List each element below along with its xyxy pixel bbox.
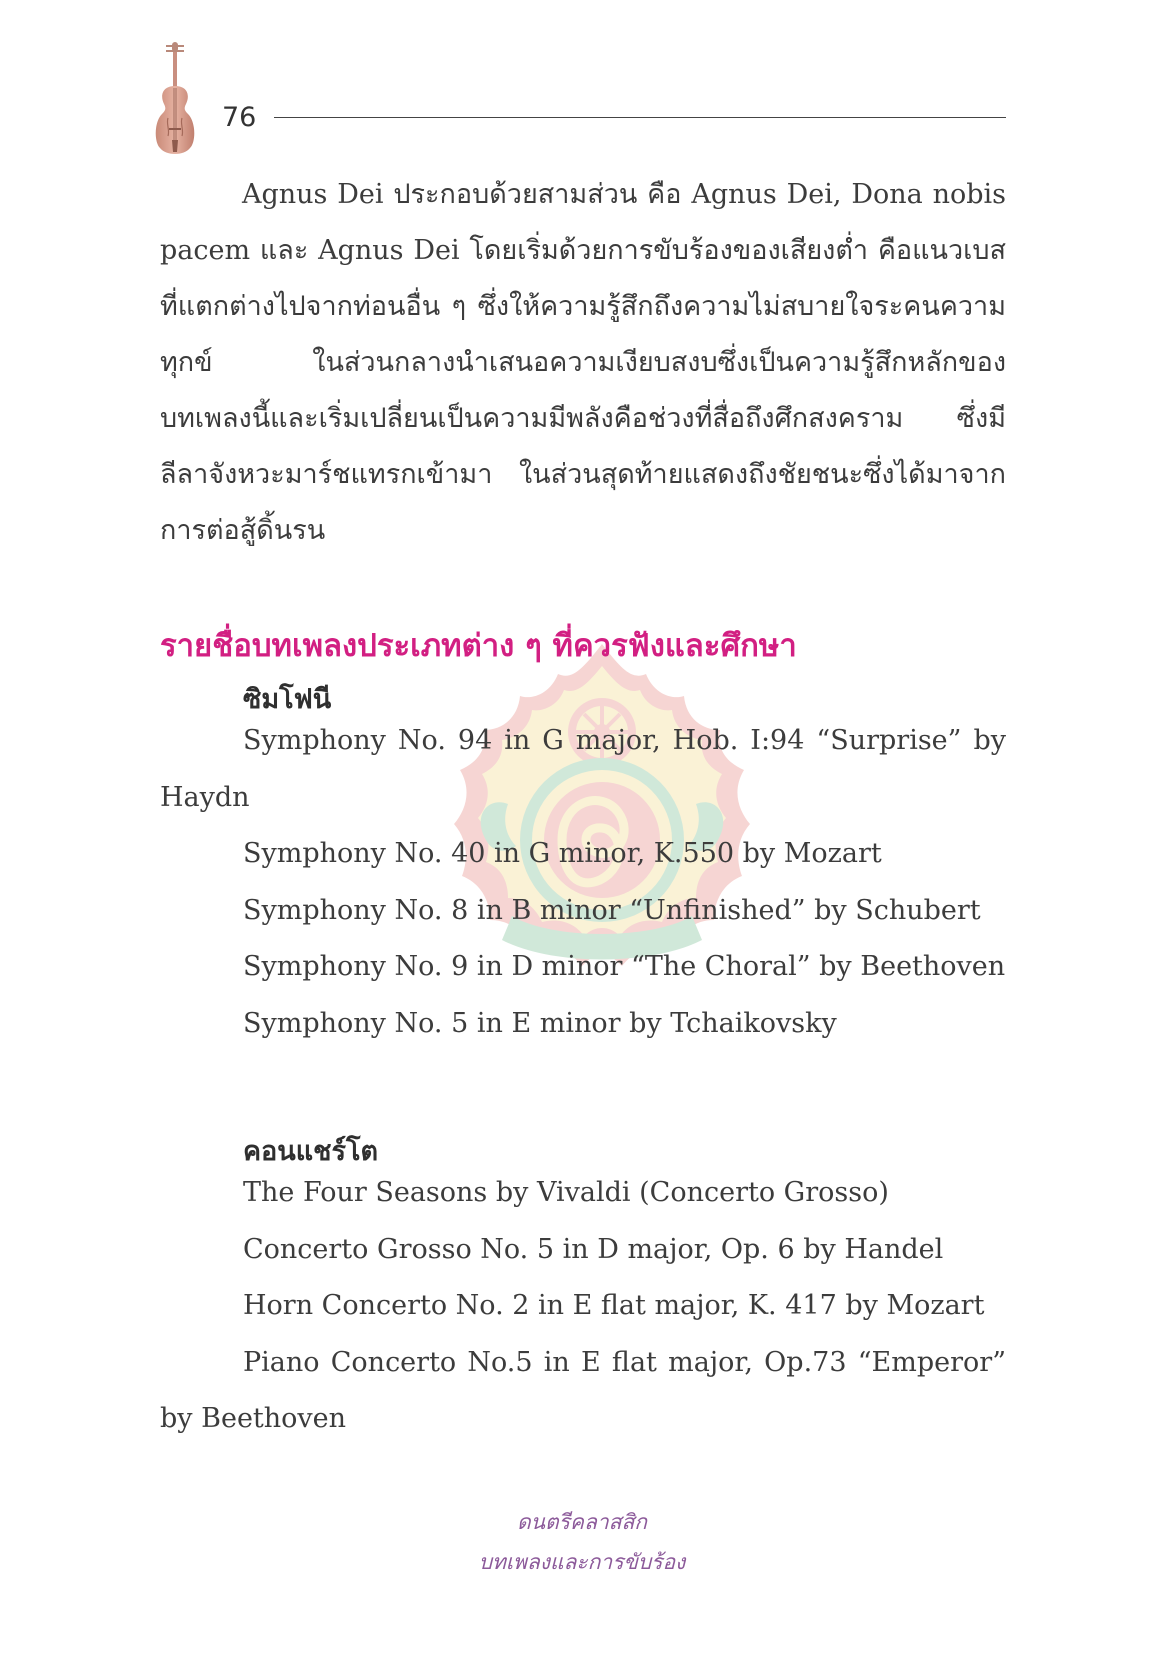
section-heading: รายชื่อบทเพลงประเภทต่าง ๆ ที่ควรฟังและศึกษา (160, 628, 797, 664)
symphony-list (160, 713, 1006, 1052)
concerto-list (160, 1165, 1006, 1448)
list-item: The Four Seasons by Vivaldi (Concerto Grosso) (243, 1177, 889, 1208)
footer-subtitle: บทเพลงและการขับร้อง (478, 1550, 686, 1574)
intro-paragraph: Agnus Dei ประกอบด้วยสามส่วน คือ Agnus Dei, Dona nobis pacem และ Agnus Dei โดยเริ่มด้วยการขับร้องของเสียงต่ำ คือแนวเบสที่แตกต่างไปจากท่อนอื่น ๆ ซึ่งให้ความรู้สึกถึงความไม่สบายใจระคนความทุกข์ ในส่วนกลางนำเสนอความเงียบสงบซึ่งเป็นความรู้สึกหลักของบทเพลงนี้และเริ่มเปลี่ยนเป็นความมีพลังคือช่วงที่สื่อถึงศึกสงคราม ซึ่งมีลีลาจังหวะมาร์ชแทรกเข้ามา ในส่วนสุดท้ายแสดงถึงชัยชนะซึ่งได้มาจากการต่อสู้ดิ้นรน (160, 179, 1006, 546)
violin-icon (152, 40, 198, 160)
list-item: Symphony No. 94 in G major, Hob. I:94 “Surprise” by Haydn (160, 725, 1006, 813)
list-item: Symphony No. 40 in G minor, K.550 by Mozart (243, 838, 882, 869)
list-item: Symphony No. 8 in B minor “Unfinished” by Schubert (243, 894, 981, 926)
list-item: Concerto Grosso No. 5 in D major, Op. 6 by Handel (243, 1233, 944, 1265)
intro-text-block (160, 167, 1006, 559)
list-item: Horn Concerto No. 2 in E flat major, K. 417 by Mozart (243, 1290, 985, 1321)
page-number: 76 (222, 102, 257, 133)
symphony-heading: ซิมโฟนี (243, 684, 332, 715)
footer-title: ดนตรีคลาสสิก (517, 1510, 647, 1534)
header-divider (274, 117, 1006, 118)
list-item: Symphony No. 5 in E minor by Tchaikovsky (243, 1007, 837, 1039)
concerto-heading: คอนแชร์โต (243, 1136, 378, 1167)
list-item: Piano Concerto No.5 in E flat major, Op.73 “Emperor” by Beethoven (160, 1346, 1006, 1434)
list-item: Symphony No. 9 in D minor “The Choral” by Beethoven (243, 951, 1006, 982)
